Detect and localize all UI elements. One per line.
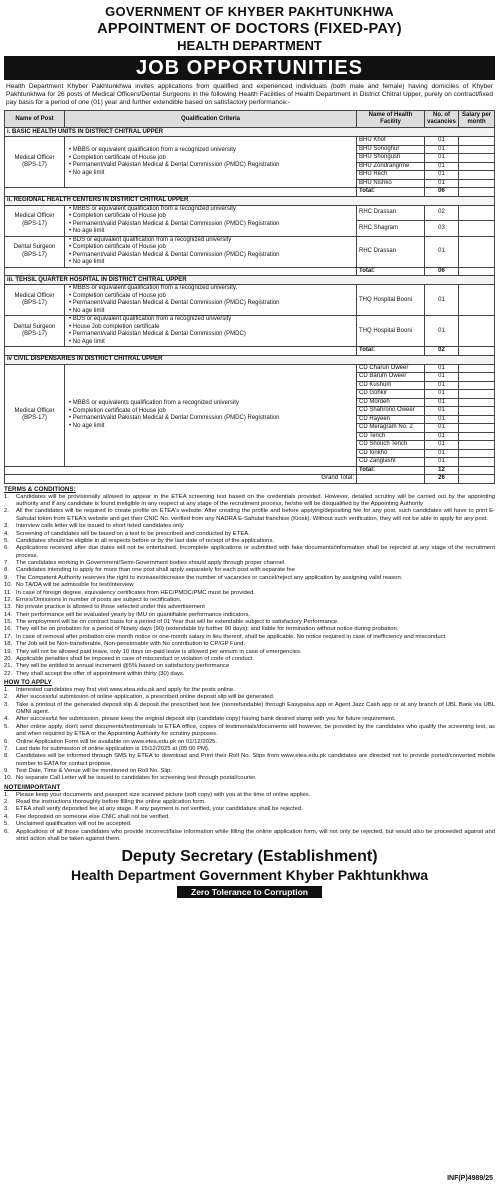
item-text: Please keep your documents and passport size scanned picture (soft copy) with you at the time of online applies. <box>16 791 311 798</box>
salary-cell <box>459 441 495 450</box>
qualification-item: • No age limit <box>67 423 354 431</box>
item-text: They shall accept the offer of appointment within thirty (30) days. <box>16 670 185 677</box>
facility-name: CD Shouch Tench <box>357 441 425 450</box>
qualification-item: • Permanent/valid Pakistan Medical & Dental Commission (PMDC) Registration <box>67 300 354 308</box>
post-name: Medical Officer (BPS-17) <box>5 285 65 316</box>
section-title: iii. TEHSIL QUARTER HOSPITAL IN DISTRICT CHITRAL UPPER <box>5 276 495 285</box>
item-text: Applications received after due dates will not be entertained. Incomplete applications or submitted with fake documents/information shall be rejected at any stage of the recruitment process. <box>16 545 495 559</box>
total-label: Total: <box>357 466 425 475</box>
item-text: They will be on probation for a period of Ninety days (90) (extendable by further 90 days); and liable for termination without notice during probation. <box>16 626 399 633</box>
item-text: After successful fee submission, please keep the original deposit slip (candidate copy) having bank desired stamp with you for future requirement. <box>16 716 396 723</box>
facility-name: RHC Shagram <box>357 221 425 237</box>
salary-cell <box>459 373 495 382</box>
advertisement-page <box>4 4 495 1185</box>
item-number: 3. <box>4 701 9 708</box>
facility-name: CD Zanglasht <box>357 458 425 467</box>
item-text: Errors/Omissions in number of posts are subject to rectification. <box>16 596 182 603</box>
qualification-item: • BDS or equivalent qualification from a recognized university <box>67 316 354 324</box>
vacancy-count: 01 <box>425 449 459 458</box>
list-item <box>4 814 495 821</box>
list-item <box>4 799 495 806</box>
facility-name: THQ Hospital Booni <box>357 316 425 347</box>
qualification-item: • No age limit <box>67 228 354 236</box>
facility-name: CD Gohkir <box>357 390 425 399</box>
item-number: 2. <box>4 508 9 515</box>
facility-name: THQ Hospital Booni <box>357 285 425 316</box>
item-number: 17. <box>4 633 13 640</box>
table-header-row <box>5 111 495 128</box>
list-item <box>4 523 495 530</box>
item-text: After online apply, don't send documents/testimonials to ETEA office, copies of testimonials/documents will however, be provided by the candidates who qualify the screening test, as and when required by ETEA or the Appointing Authority for scrutiny purposes. <box>16 723 495 738</box>
salary-cell <box>459 381 495 390</box>
vacancy-count: 01 <box>425 407 459 416</box>
list-item <box>4 746 495 753</box>
list-item <box>4 612 495 619</box>
col-header-salary: Salary per month <box>459 111 495 128</box>
item-number: 1. <box>4 791 9 798</box>
col-header-post: Name of Post <box>5 111 65 128</box>
list-item <box>4 694 495 701</box>
grand-total-value: 26 <box>425 475 459 484</box>
list-item <box>4 538 495 545</box>
zero-tolerance-slogan: Zero Tolerance to Corruption <box>177 886 322 899</box>
vacancy-count: 01 <box>425 236 459 267</box>
facility-name: BHU Nishko <box>357 179 425 188</box>
list-item <box>4 806 495 813</box>
qualification-criteria <box>65 285 357 316</box>
qualification-item: • No age limit <box>67 170 354 178</box>
item-text: Fee deposited on someone else CNIC shall not be verified. <box>16 813 170 820</box>
qualification-list <box>67 400 354 430</box>
facility-name: CD Ionkho <box>357 449 425 458</box>
item-number: 2. <box>4 694 9 701</box>
vacancy-count: 01 <box>425 171 459 180</box>
item-number: 5. <box>4 537 9 544</box>
vacancy-count: 01 <box>425 285 459 316</box>
list-item <box>4 531 495 538</box>
vacancy-count: 01 <box>425 154 459 163</box>
item-text: In case of removal after probation one month notice or one-month salary in lieu thereof, shall be applicable. No notice required in case of inefficiency and misconduct. <box>16 633 447 640</box>
list-item <box>4 575 495 582</box>
salary-cell <box>459 466 495 475</box>
vacancy-count: 01 <box>425 364 459 373</box>
section-total: 06 <box>425 267 459 276</box>
item-text: The Competent Authority reserves the right to increase/decrease the number of vacancies or cancel/reject any application by assigning valid reason. <box>16 574 403 581</box>
list-item <box>4 702 495 717</box>
item-text: Their performance will be evaluated yearly by IMU on quantifiable performance indicators. <box>16 611 251 618</box>
post-name: Medical Officer (BPS-17) <box>5 364 65 466</box>
section-title: iv CIVIL DISPENSARIES IN DISTRICT CHITRAL UPPER <box>5 355 495 364</box>
list-item <box>4 508 495 523</box>
salary-cell <box>459 390 495 399</box>
item-number: 8. <box>4 567 9 574</box>
item-text: Candidates will be provisionally allowed to appear in the ETEA screening test based on the credentials provided. However, detailed scrutiny will be carried out by the appointing authority and if any candidate is found ineligible in any respect at any stage of the recruitment process, he/she will be disqualified by the Appointing Authority <box>16 493 495 508</box>
table-row <box>5 236 495 267</box>
section-row <box>5 276 495 285</box>
item-text: Online Application Form will be available on www.etea.edu.pk on 01/12/2025. <box>16 738 218 745</box>
item-text: Read the instructions thoroughly before filling the online application form. <box>16 799 206 806</box>
item-text: Screening of candidates will be based on a test to be prescribed and conducted by ETEA. <box>16 530 250 537</box>
salary-cell <box>459 162 495 171</box>
vacancy-count: 01 <box>425 381 459 390</box>
vacancy-count: 01 <box>425 162 459 171</box>
total-row <box>5 466 495 475</box>
qualification-item: • Permanent/valid Pakistan Medical & Dental Commission (PMDC) Registration <box>67 415 354 423</box>
salary-cell <box>459 424 495 433</box>
qualification-criteria <box>65 205 357 236</box>
item-text: ETEA shall verify deposited fee at any stage. If any payment is not verified, your candidature shall be rejected. <box>16 806 303 813</box>
section-total: 12 <box>425 466 459 475</box>
grand-total-spacer <box>357 475 425 484</box>
facility-name: CD Shahrono Oweer <box>357 407 425 416</box>
job-opportunities-banner: JOB OPPORTUNITIES <box>4 56 495 80</box>
deputy-secretary: Deputy Secretary (Establishment) <box>121 848 378 866</box>
item-number: 20. <box>4 655 13 662</box>
salary-cell <box>459 205 495 221</box>
total-spacer <box>5 347 357 356</box>
section-total: 06 <box>425 188 459 197</box>
item-number: 4. <box>4 530 9 537</box>
item-number: 12. <box>4 596 13 603</box>
total-label: Total: <box>357 347 425 356</box>
qualification-list <box>67 147 354 177</box>
total-row <box>5 267 495 276</box>
qualification-item: • Completion certificate of House job <box>67 293 354 301</box>
item-text: They will be entitled to annual increment @5% based on satisfactory performance <box>16 663 230 670</box>
qualification-item: • No age limit <box>67 259 354 267</box>
item-text: Interview calls letter will be issued to short listed candidates only <box>16 523 184 530</box>
notes-list <box>4 792 495 844</box>
total-spacer <box>5 466 357 475</box>
terms-heading: TERMS & CONDITIONS: <box>4 485 76 493</box>
post-name: Dental Surgeon (BPS-17) <box>5 236 65 267</box>
facility-name: RHC Drassan <box>357 205 425 221</box>
qualification-item: • Completion certificate of House job <box>67 244 354 252</box>
vacancy-count: 01 <box>425 415 459 424</box>
item-text: No separate Call Letter will be issued to candidates for screening test through postal/courier. <box>16 775 257 782</box>
qualification-criteria <box>65 316 357 347</box>
salary-cell <box>459 137 495 146</box>
vacancy-count: 02 <box>425 205 459 221</box>
list-item <box>4 671 495 678</box>
vacancy-count: 01 <box>425 316 459 347</box>
government-title: GOVERNMENT OF KHYBER PAKHTUNKHWA <box>105 4 394 19</box>
vacancy-count: 01 <box>425 424 459 433</box>
item-number: 4. <box>4 716 9 723</box>
grand-total-row <box>5 475 495 484</box>
qualification-item: • Permanent/valid Pakistan Medical & Dental Commission (PMDC) Registration <box>67 221 354 229</box>
facility-name: CD Meragram No. 2 <box>357 424 425 433</box>
facility-name: BHU Shongush <box>357 154 425 163</box>
post-name: Medical Officer (BPS-17) <box>5 205 65 236</box>
total-label: Total: <box>357 267 425 276</box>
col-header-qualification: Qualification Criteria <box>65 111 357 128</box>
vacancy-count: 01 <box>425 137 459 146</box>
item-text: Interested candidates may first visit www.etea.edu.pk and apply for the posts online. <box>16 686 235 693</box>
footer <box>4 847 495 898</box>
salary-cell <box>459 236 495 267</box>
qualification-item: • House Job completion certificate <box>67 324 354 332</box>
vacancy-count: 01 <box>425 398 459 407</box>
how-to-apply-heading: HOW TO APPLY <box>4 679 52 687</box>
vacancy-count: 01 <box>425 441 459 450</box>
qualification-list <box>67 237 354 267</box>
salary-cell <box>459 179 495 188</box>
item-number: 5. <box>4 723 9 730</box>
salary-cell <box>459 285 495 316</box>
qualification-criteria <box>65 137 357 188</box>
table-row <box>5 285 495 316</box>
vacancy-count: 01 <box>425 458 459 467</box>
salary-cell <box>459 407 495 416</box>
vacancy-count: 03 <box>425 221 459 237</box>
item-text: Last date for submission of online application is 15/12/2025 at (05:00 PM). <box>16 745 210 752</box>
salary-cell <box>459 475 495 484</box>
list-item <box>4 656 495 663</box>
facility-name: BHU Khot <box>357 137 425 146</box>
salary-cell <box>459 449 495 458</box>
appointment-title: APPOINTMENT OF DOCTORS (FIXED-PAY) <box>97 21 402 38</box>
qualification-list <box>67 316 354 346</box>
list-item <box>4 724 495 739</box>
item-number: 3. <box>4 523 9 530</box>
list-item <box>4 716 495 723</box>
terms-section <box>4 486 495 843</box>
item-text: After successful submission of online application, a prescribed online deposit slip will be generated. <box>16 694 275 701</box>
section-row <box>5 355 495 364</box>
item-text: Unclaimed qualification will not be accepted. <box>16 821 132 828</box>
list-item <box>4 663 495 670</box>
item-text: The Job will be Non-transferable, Non-pensionable with No contribution to CP/GP Fund. <box>16 641 246 648</box>
item-number: 4. <box>4 813 9 820</box>
qualification-item: • Completion certificate of House job <box>67 408 354 416</box>
salary-cell <box>459 221 495 237</box>
item-number: 19. <box>4 648 13 655</box>
item-number: 9. <box>4 768 9 775</box>
salary-cell <box>459 458 495 467</box>
qualification-item: • Permanent/valid Pakistan Medical & Dental Commission (PMDC) <box>67 331 354 339</box>
section-total: 02 <box>425 347 459 356</box>
item-number: 13. <box>4 604 13 611</box>
list-item <box>4 560 495 567</box>
item-text: The employment will be on contract basis for a period of 01 Year that will be extendable subject to satisfactory Performance. <box>16 619 339 626</box>
table-row <box>5 364 495 373</box>
item-number: 7. <box>4 745 9 752</box>
item-number: 1. <box>4 493 9 500</box>
item-number: 6. <box>4 828 9 835</box>
section-row <box>5 128 495 137</box>
list-item <box>4 590 495 597</box>
list-item <box>4 626 495 633</box>
table-row <box>5 137 495 146</box>
salary-cell <box>459 364 495 373</box>
facility-name: CD Kushum <box>357 381 425 390</box>
salary-cell <box>459 398 495 407</box>
footer-department: Health Department Government Khyber Pakhtunkhwa <box>70 867 429 884</box>
salary-cell <box>459 267 495 276</box>
vacancy-count: 01 <box>425 145 459 154</box>
salary-cell <box>459 316 495 347</box>
table-body <box>5 128 495 484</box>
item-text: The candidates working in Government/Semi-Government bodies should apply through proper channel <box>16 560 285 567</box>
col-header-vacancies: No. of vacancies <box>425 111 459 128</box>
list-item <box>4 582 495 589</box>
item-number: 16. <box>4 626 13 633</box>
qualification-criteria <box>65 364 357 466</box>
vacancy-count: 01 <box>425 432 459 441</box>
item-number: 7. <box>4 560 9 567</box>
qualification-list <box>67 285 354 315</box>
item-text: Take a printout of the generated deposit slip & deposit the prescribed test fee (nonrefundable) through Easypaisa app or Agent Jazz Cash app or at any branch of UBL Bank via UBL OMNI agent. <box>16 701 495 716</box>
list-item <box>4 641 495 648</box>
total-row <box>5 347 495 356</box>
table-row <box>5 316 495 347</box>
post-name: Dental Surgeon (BPS-17) <box>5 316 65 347</box>
vacancy-count: 01 <box>425 373 459 382</box>
item-number: 1. <box>4 686 9 693</box>
facility-name: BHU Rech <box>357 171 425 180</box>
salary-cell <box>459 347 495 356</box>
item-number: 5. <box>4 821 9 828</box>
list-item <box>4 753 495 768</box>
item-text: Applications of all those candidates who provide incorrect/false information while filling the online application form, will not only be rejected, but would also be proceeded against and strict action shall be taken against them. <box>16 828 495 842</box>
qualification-item: • Completion certificate of House job <box>67 155 354 163</box>
list-item <box>4 619 495 626</box>
vacancy-count: 01 <box>425 179 459 188</box>
list-item <box>4 567 495 574</box>
salary-cell <box>459 171 495 180</box>
facility-name: BHU Zondrangrme <box>357 162 425 171</box>
item-number: 15. <box>4 619 13 626</box>
salary-cell <box>459 188 495 197</box>
item-text: All the candidates will be required to create profile on ETEA's website. After creating the profile and before applying/depositing fee for any post, such candidates will have to print E-Sahulat token from ETEA's website and get their CNIC No. verified from any NADRA E-Sahulat franchise (Kiosk). Without such verification, they will not be able to apply for any post. <box>16 508 495 522</box>
item-text: Applicable penalties shall be imposed in case of misconduct or violation of code of conduct. <box>16 655 255 662</box>
item-text: No TA/DA will be admissible for test/interview <box>16 582 134 589</box>
item-number: 22. <box>4 670 13 677</box>
list-item <box>4 687 495 694</box>
qualification-item: • Completion certificate of House job <box>67 213 354 221</box>
list-item <box>4 829 495 844</box>
list-item <box>4 597 495 604</box>
list-item <box>4 792 495 799</box>
qualification-item: • MBBS or equivalent qualification from a recognized university <box>67 206 354 214</box>
facility-name: CD Charun Oweer <box>357 364 425 373</box>
item-number: 2. <box>4 799 9 806</box>
qualification-item: • Permanent/valid Pakistan Medical & Dental Commission (PMDC) Registration <box>67 252 354 260</box>
qualification-item: • Permanent/valid Pakistan Medical & Dental Commission (PMDC) Registration <box>67 162 354 170</box>
qualification-item: • MBBS or equivalent qualification from a recognized university <box>67 147 354 155</box>
header <box>4 4 495 55</box>
total-spacer <box>5 188 357 197</box>
facility-name: CD Tench <box>357 432 425 441</box>
item-text: Candidates should be eligible in all respects before or by the last date of receipt of the applications. <box>16 537 275 544</box>
list-item <box>4 545 495 560</box>
item-number: 10. <box>4 775 13 782</box>
salary-cell <box>459 415 495 424</box>
list-item <box>4 775 495 782</box>
list-item <box>4 649 495 656</box>
item-number: 3. <box>4 806 9 813</box>
salary-cell <box>459 154 495 163</box>
facility-name: CD Rayeen <box>357 415 425 424</box>
qualification-item: • No age limit <box>67 308 354 316</box>
col-header-facility: Name of Health Facility <box>357 111 425 128</box>
item-number: 11. <box>4 589 12 596</box>
item-number: 6. <box>4 738 9 745</box>
item-text: Candidates intending to apply for more than one post shall apply separately for each post with separate fee <box>16 567 295 574</box>
total-spacer <box>5 267 357 276</box>
facility-name: CD Barum Oweer <box>357 373 425 382</box>
qualification-criteria <box>65 236 357 267</box>
list-item <box>4 494 495 509</box>
item-text: In case of foreign degree, equivalency certificates from HEC/PMDC/PMC must be provided. <box>16 589 255 596</box>
item-text: Candidates will be informed through SMS by ETEA to download and Print their Roll No. Slips from www.etea.edu.pk candidates are directed not to provide ported/converted mobile number to EATA for contact propose. <box>16 753 495 767</box>
qualification-item: • BDS or equivalent qualification from a recognized university <box>67 237 354 245</box>
item-number: 21. <box>4 663 13 670</box>
intro-paragraph: Health Department Khyber Pakhtunkhwa invites applications from qualified and experienced individuals (both male and female) having domiciles of Khyber Pakhtunkhwa for 26 posts of Medical Officers/Dental Surgeons in the following Health Facilities of Health Department in District Chitral Upper, purely on contract/fixed pay basis for a period of one (01) year and further extendible based on satisfactory performance:- <box>6 82 493 107</box>
table-row <box>5 205 495 221</box>
list-item <box>4 768 495 775</box>
post-name: Medical Officer (BPS-17) <box>5 137 65 188</box>
salary-cell <box>459 432 495 441</box>
item-text: No private practice is allowed to those selected under this advertisement <box>16 604 205 611</box>
item-text: They will not be allowed paid leave, only 10 days un-paid leave is allowed per annum in case of emergencies. <box>16 648 302 655</box>
notes-heading: NOTE/IMPORTANT <box>4 783 61 791</box>
grand-total-label: Grand Total: <box>5 475 357 484</box>
vacancy-count: 01 <box>425 390 459 399</box>
item-text: Test Date, Time & Venue will be mentioned on Roll No. Slip. <box>16 768 172 775</box>
item-number: 6. <box>4 545 9 552</box>
qualification-item: • No Age limit <box>67 339 354 347</box>
vacancies-table <box>4 110 495 484</box>
terms-list <box>4 494 495 678</box>
list-item <box>4 821 495 828</box>
list-item <box>4 604 495 611</box>
item-number: 9. <box>4 574 9 581</box>
qualification-list <box>67 206 354 236</box>
item-number: 14. <box>4 611 13 618</box>
facility-name: RHC Drassan <box>357 236 425 267</box>
section-row <box>5 196 495 205</box>
list-item <box>4 634 495 641</box>
qualification-item: • MBBS or equivalent qualification from a recognized university, <box>67 285 354 293</box>
salary-cell <box>459 145 495 154</box>
item-number: 18. <box>4 641 13 648</box>
item-number: 10. <box>4 582 13 589</box>
how-to-apply-list <box>4 687 495 783</box>
facility-name: CD Mordeh <box>357 398 425 407</box>
total-row <box>5 188 495 197</box>
department-title: HEALTH DEPARTMENT <box>177 38 322 54</box>
qualification-item: • MBBS or equivalents qualification from a recognized university <box>67 400 354 408</box>
section-title: ii. REGIONAL HEALTH CENTERS IN DISTRICT CHITRAL UPPER <box>5 196 495 205</box>
section-title: i. BASIC HEALTH UNITS IN DISTRICT CHITRAL UPPER <box>5 128 495 137</box>
list-item <box>4 739 495 746</box>
reference-number: INF(P)4989/25 <box>447 1175 493 1183</box>
total-label: Total: <box>357 188 425 197</box>
facility-name: BHU Sonoghur <box>357 145 425 154</box>
item-number: 8. <box>4 753 9 760</box>
